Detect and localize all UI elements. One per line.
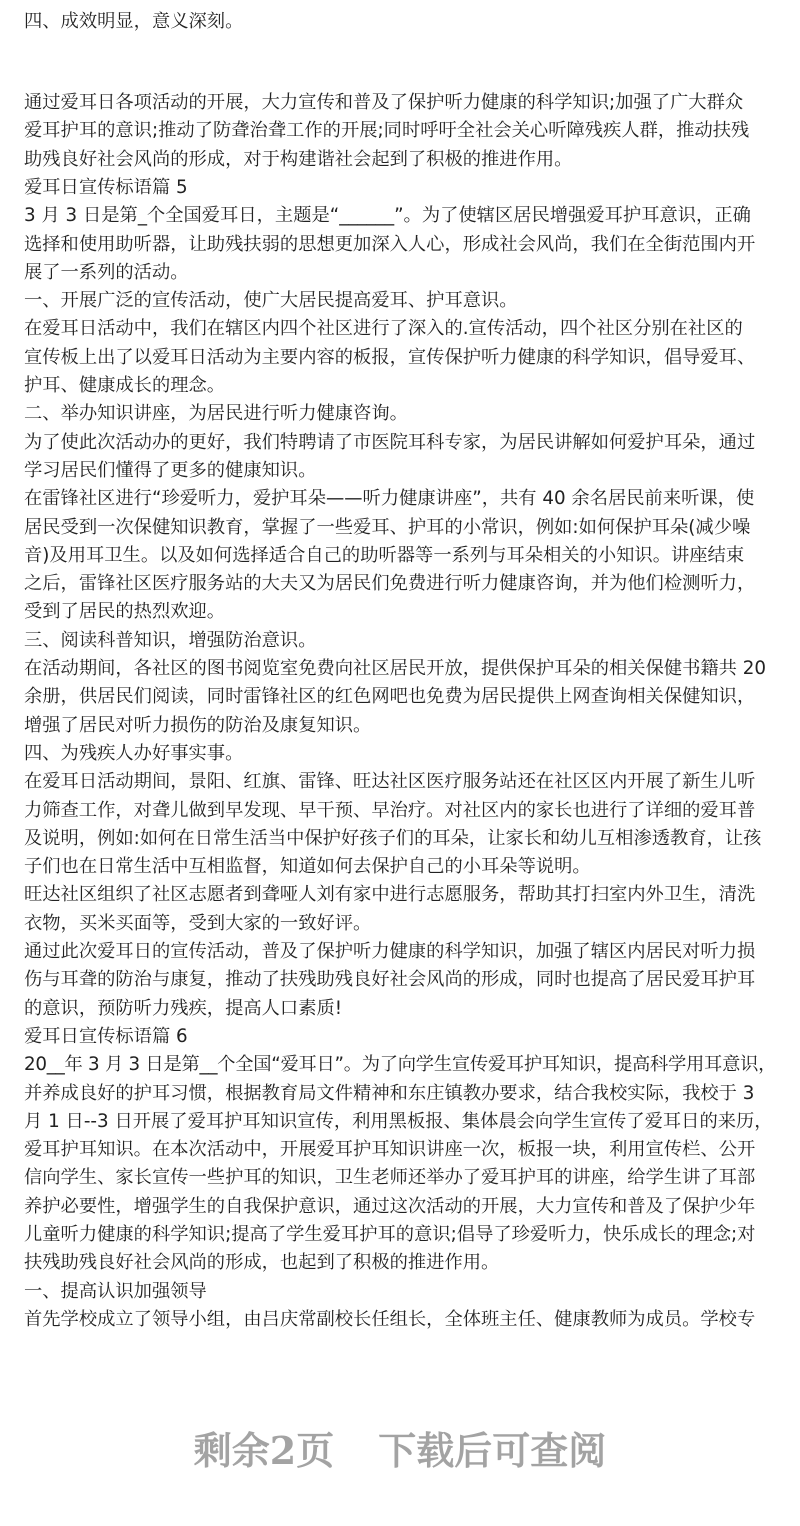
text-line: 3 月 3 日是第_个全国爱耳日，主题是“______”。为了使辖区居民增强爱耳护耳意识，正确 (24, 205, 751, 227)
text-line: 受到了居民的热烈欢迎。 (24, 601, 226, 623)
text-line: 力筛查工作，对聋儿做到早发现、早干预、早治疗。对社区内的家长也进行了详细的爱耳普 (24, 799, 756, 821)
text-line: 通过爱耳日各项活动的开展，大力宣传和普及了保护听力健康的科学知识;加强了广大群众 (24, 92, 744, 113)
text-line: 首先学校成立了领导小组，由吕庆常副校长任组长，全体班主任、健康教师为成员。学校专 (24, 1308, 756, 1330)
text-line: 养护必要性，增强学生的自我保护意识，通过这次活动的开展，大力宣传和普及了保护少年 (24, 1195, 756, 1217)
text-line: 护耳、健康成长的理念。 (24, 375, 226, 396)
text-line: 一、开展广泛的宣传活动，使广大居民提高爱耳、护耳意识。 (24, 290, 518, 312)
text-line: 在爱耳日活动中，我们在辖区内四个社区进行了深入的.宣传活动，四个社区分别在社区的 (24, 318, 743, 340)
text-line: 爱耳日宣传标语篇 6 (24, 1025, 188, 1047)
text-line: 选择和使用助听器，让助残扶弱的思想更加深入人心，形成社会风尚，我们在全街范围内开 (24, 233, 756, 255)
remaining-pages-label: 剩余2页 (193, 1428, 335, 1473)
text-line: 爱耳护耳知识。在本次活动中，开展爱耳护耳知识讲座一次，板报一块，利用宣传栏、公开 (24, 1139, 756, 1161)
text-line: 子们也在日常生活中互相监督，知道如何去保护自己的小耳朵等说明。 (24, 856, 591, 878)
text-line: 助残良好社会风尚的形成，对于构建谐社会起到了积极的推进作用。 (24, 148, 573, 170)
text-line: 在爱耳日活动期间，景阳、红旗、雷锋、旺达社区医疗服务站还在社区区内开展了新生儿听 (24, 771, 756, 793)
text-line: 20__年 3 月 3 日是第__个全国“爱耳日”。为了向学生宣传爱耳护耳知识，提高科学用耳意识， (24, 1054, 777, 1076)
text-line: 扶残助残良好社会风尚的形成，也起到了积极的推进作用。 (24, 1252, 500, 1274)
text-line: 二、举办知识讲座，为居民进行听力健康咨询。 (24, 403, 408, 425)
text-line: 并养成良好的护耳习惯，根据教育局文件精神和东庄镇教办要求，结合我校实际，我校于 3 (24, 1082, 755, 1104)
text-line: 月 1 日--3 日开展了爱耳护耳知识宣传，利用黑板报、集体晨会向学生宣传了爱耳日的来历， (24, 1110, 773, 1132)
text-line: 在雷锋社区进行“珍爱听力，爱护耳朵——听力健康讲座”，共有 40 余名居民前来听课，使 (24, 488, 755, 510)
text-line: 伤与耳聋的防治与康复，推动了扶残助残良好社会风尚的形成，同时也提高了居民爱耳护耳 (24, 969, 756, 991)
text-line: 爱耳护耳的意识;推动了防聋治聋工作的开展;同时呼吁全社会关心听障残疾人群，推动扶残 (24, 120, 750, 142)
text-line: 之后，雷锋社区医疗服务站的大夫又为居民们免费进行听力健康咨询，并为他们检测听力， (24, 573, 756, 595)
text-line: 增强了居民对听力损伤的防治及康复知识。 (24, 714, 372, 736)
text-line: 衣物，买米买面等，受到大家的一致好评。 (24, 912, 372, 934)
section-heading: 四、成效明显，意义深刻。 (24, 11, 244, 32)
text-line: 居民受到一次保健知识教育，掌握了一些爱耳、护耳的小常识，例如:如何保护耳朵(减少噪 (24, 516, 751, 538)
text-line: 余册，供居民们阅读，同时雷锋社区的红色网吧也免费为居民提供上网查询相关保健知识， (24, 686, 756, 708)
text-line: 四、为残疾人办好事实事。 (24, 742, 244, 764)
text-line: 学习居民们懂得了更多的健康知识。 (24, 459, 317, 481)
text-line: 的意识，预防听力残疾，提高人口素质! (24, 997, 343, 1019)
text-line: 及说明，例如:如何在日常生活当中保护好孩子们的耳朵，让家长和幼儿互相渗透教育，让孩 (24, 827, 762, 849)
text-line: 信向学生、家长宣传一些护耳的知识，卫生老师还举办了爱耳护耳的讲座，给学生讲了耳部 (24, 1167, 756, 1189)
text-line: 儿童听力健康的科学知识;提高了学生爱耳护耳的意识;倡导了珍爱听力，快乐成长的理念;对 (24, 1224, 756, 1245)
download-hint-label: 下载后可查阅 (378, 1428, 607, 1473)
text-line: 通过此次爱耳日的宣传活动，普及了保护听力健康的科学知识，加强了辖区内居民对听力损 (24, 941, 756, 962)
text-line: 爱耳日宣传标语篇 5 (24, 176, 188, 198)
text-line: 宣传板上出了以爱耳日活动为主要内容的板报，宣传保护听力健康的科学知识，倡导爱耳、 (24, 346, 756, 368)
download-prompt[interactable] (0, 1420, 800, 1475)
text-line: 在活动期间，各社区的图书阅览室免费向社区居民开放，提供保护耳朵的相关保健书籍共 20 (24, 658, 767, 679)
text-line: 展了一系列的活动。 (24, 261, 189, 283)
text-line: 旺达社区组织了社区志愿者到聋哑人刘有家中进行志愿服务，帮助其打扫室内外卫生，清洗 (24, 884, 756, 906)
text-line: 音)及用耳卫生。以及如何选择适合自己的助听器等一系列与耳朵相关的小知识。讲座结束 (24, 544, 745, 566)
text-line: 三、阅读科普知识，增强防治意识。 (24, 629, 317, 651)
text-line: 为了使此次活动办的更好，我们特聘请了市医院耳科专家，为居民讲解如何爱护耳朵，通过 (24, 431, 756, 453)
text-line: 一、提高认识加强领导 (24, 1280, 207, 1302)
